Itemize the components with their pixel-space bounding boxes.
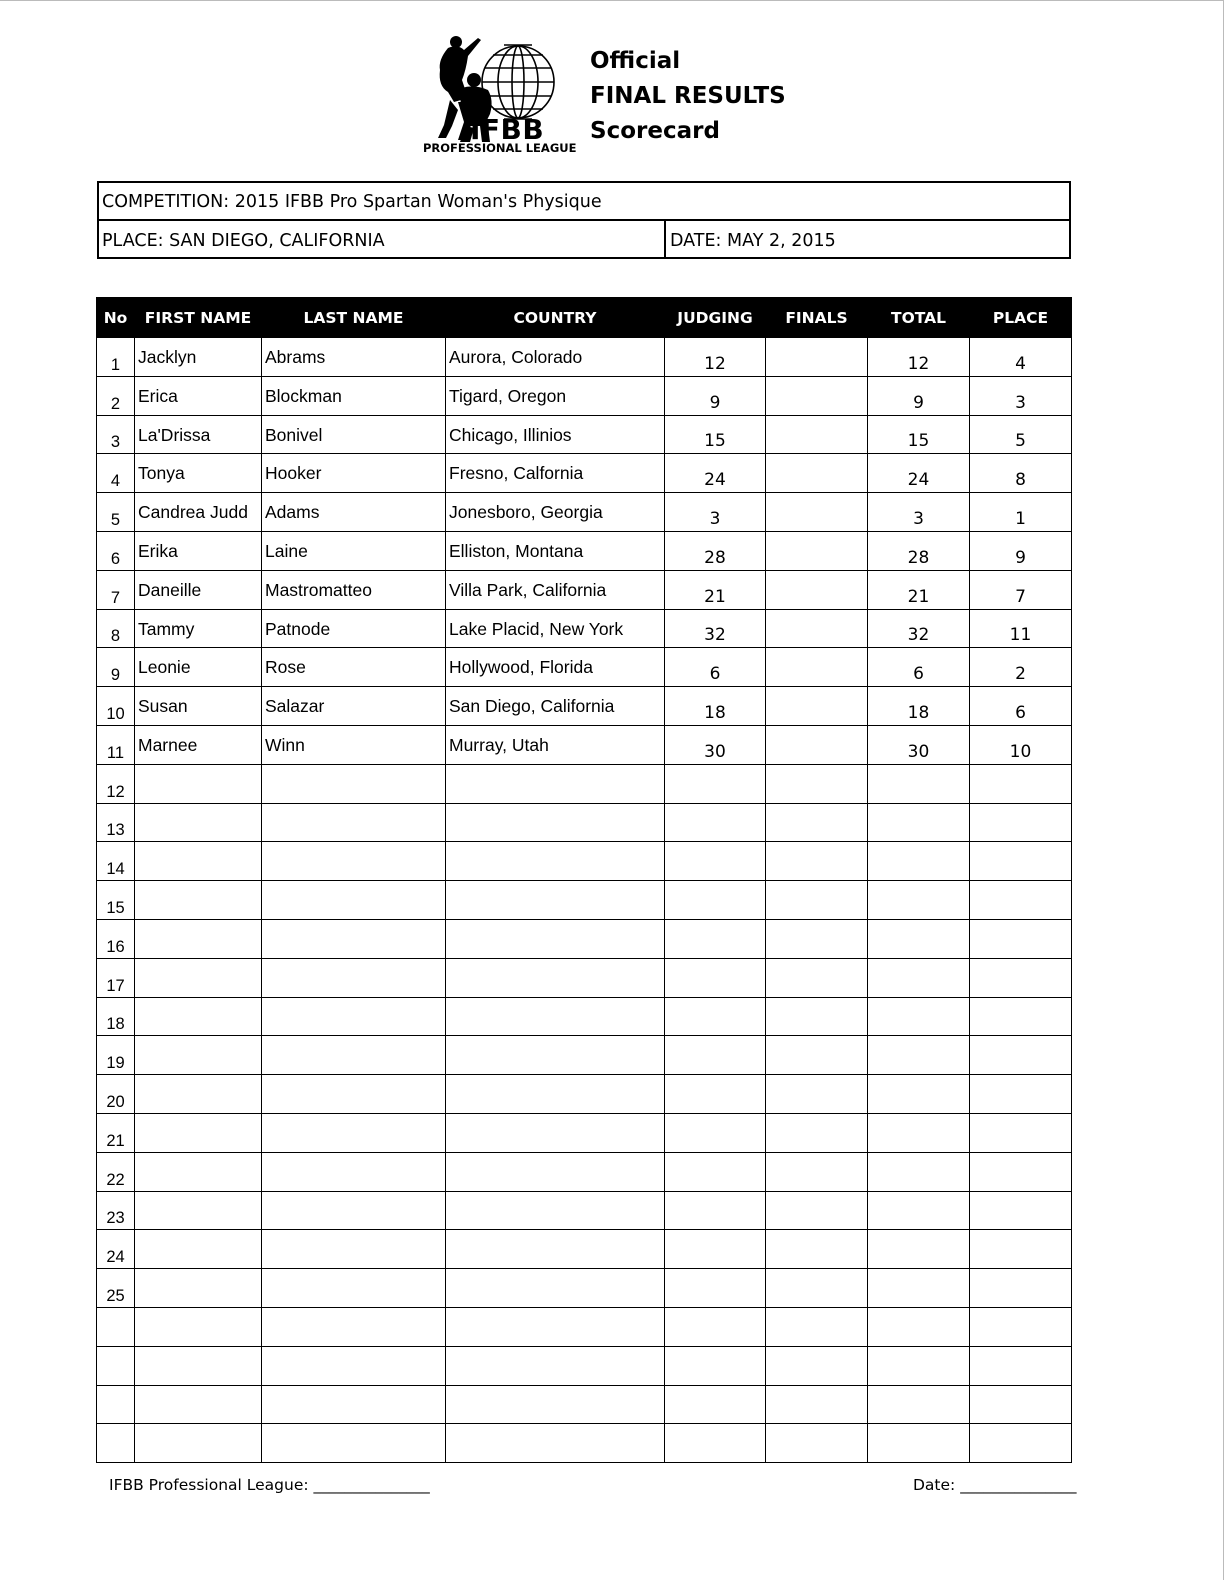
place-cell [970, 1385, 1072, 1424]
place-cell [970, 1075, 1072, 1114]
column-header-judging: JUDGING [665, 298, 766, 338]
table-header-row [97, 298, 1072, 338]
logo-subtext: PROFESSIONAL LEAGUE [423, 141, 577, 155]
country-cell [446, 842, 665, 881]
judging-cell: 32 [665, 609, 766, 648]
column-header-country: COUNTRY [446, 298, 665, 338]
row-number [97, 1424, 135, 1463]
judging-cell [665, 1230, 766, 1269]
judging-cell [665, 1152, 766, 1191]
judging-cell [665, 1075, 766, 1114]
row-number: 17 [97, 958, 135, 997]
row-number: 20 [97, 1075, 135, 1114]
last-name-cell [262, 764, 446, 803]
first-name-cell: Leonie [135, 648, 262, 687]
finals-cell [766, 1113, 868, 1152]
finals-cell [766, 1036, 868, 1075]
column-header-no: No [97, 298, 135, 338]
table-row [97, 764, 1072, 803]
place-cell: 9 [970, 531, 1072, 570]
row-number: 10 [97, 687, 135, 726]
judging-cell [665, 881, 766, 920]
footer-league-signature: IFBB Professional League: _______________ [109, 1476, 430, 1494]
finals-cell [766, 609, 868, 648]
row-number: 16 [97, 919, 135, 958]
last-name-cell: Mastromatteo [262, 570, 446, 609]
row-number: 22 [97, 1152, 135, 1191]
row-number: 9 [97, 648, 135, 687]
total-cell: 12 [868, 338, 970, 377]
table-row [97, 687, 1072, 726]
results-table [96, 297, 1072, 1463]
first-name-cell [135, 842, 262, 881]
judging-cell [665, 1346, 766, 1385]
place-cell: 6 [970, 687, 1072, 726]
first-name-cell: Erica [135, 376, 262, 415]
place-cell: 11 [970, 609, 1072, 648]
row-number: 5 [97, 493, 135, 532]
row-number: 14 [97, 842, 135, 881]
country-cell [446, 1307, 665, 1346]
first-name-cell [135, 1385, 262, 1424]
row-number: 4 [97, 454, 135, 493]
first-name-cell: Tammy [135, 609, 262, 648]
table-row [97, 376, 1072, 415]
total-cell [868, 1346, 970, 1385]
judging-cell [665, 919, 766, 958]
judging-cell [665, 997, 766, 1036]
place-cell [970, 1152, 1072, 1191]
table-row [97, 1191, 1072, 1230]
table-row [97, 1230, 1072, 1269]
column-header-first-name: FIRST NAME [135, 298, 262, 338]
last-name-cell [262, 1075, 446, 1114]
column-header-total: TOTAL [868, 298, 970, 338]
first-name-cell [135, 1424, 262, 1463]
total-cell [868, 1113, 970, 1152]
first-name-cell [135, 1307, 262, 1346]
competition-name: COMPETITION: 2015 IFBB Pro Spartan Woman's Physique [102, 192, 602, 212]
first-name-cell: Erika [135, 531, 262, 570]
last-name-cell [262, 1424, 446, 1463]
country-cell: Villa Park, California [446, 570, 665, 609]
finals-cell [766, 997, 868, 1036]
logo-text: IFBB [470, 113, 545, 146]
row-number [97, 1307, 135, 1346]
place-cell: 7 [970, 570, 1072, 609]
first-name-cell [135, 1346, 262, 1385]
last-name-cell [262, 958, 446, 997]
place-cell [970, 1424, 1072, 1463]
last-name-cell [262, 1230, 446, 1269]
finals-cell [766, 570, 868, 609]
table-row [97, 1346, 1072, 1385]
first-name-cell: Jacklyn [135, 338, 262, 377]
finals-cell [766, 764, 868, 803]
last-name-cell [262, 881, 446, 920]
judging-cell: 24 [665, 454, 766, 493]
row-number: 12 [97, 764, 135, 803]
place-cell: 8 [970, 454, 1072, 493]
row-number: 6 [97, 531, 135, 570]
last-name-cell: Abrams [262, 338, 446, 377]
table-row [97, 958, 1072, 997]
row-number [97, 1346, 135, 1385]
competition-row [99, 183, 1069, 221]
total-cell [868, 1075, 970, 1114]
finals-cell [766, 338, 868, 377]
total-cell [868, 1191, 970, 1230]
total-cell: 32 [868, 609, 970, 648]
total-cell: 15 [868, 415, 970, 454]
judging-cell: 12 [665, 338, 766, 377]
place-cell [970, 1346, 1072, 1385]
first-name-cell [135, 958, 262, 997]
last-name-cell: Laine [262, 531, 446, 570]
finals-cell [766, 1191, 868, 1230]
page-title [590, 44, 786, 149]
last-name-cell [262, 1269, 446, 1308]
judging-cell [665, 1191, 766, 1230]
total-cell: 24 [868, 454, 970, 493]
judging-cell [665, 842, 766, 881]
first-name-cell: Susan [135, 687, 262, 726]
finals-cell [766, 454, 868, 493]
total-cell [868, 958, 970, 997]
country-cell [446, 1230, 665, 1269]
total-cell: 21 [868, 570, 970, 609]
total-cell [868, 1385, 970, 1424]
judging-cell [665, 1424, 766, 1463]
table-row [97, 997, 1072, 1036]
judging-cell: 6 [665, 648, 766, 687]
last-name-cell [262, 842, 446, 881]
place-cell: 4 [970, 338, 1072, 377]
table-row [97, 648, 1072, 687]
row-number: 18 [97, 997, 135, 1036]
last-name-cell: Patnode [262, 609, 446, 648]
place-cell [970, 997, 1072, 1036]
total-cell: 6 [868, 648, 970, 687]
row-number: 3 [97, 415, 135, 454]
table-row [97, 570, 1072, 609]
finals-cell [766, 803, 868, 842]
table-row [97, 493, 1072, 532]
place-cell [970, 1307, 1072, 1346]
row-number: 1 [97, 338, 135, 377]
row-number [97, 1385, 135, 1424]
place-cell: 3 [970, 376, 1072, 415]
first-name-cell: Candrea Judd [135, 493, 262, 532]
first-name-cell [135, 997, 262, 1036]
judging-cell [665, 1113, 766, 1152]
place-cell: 1 [970, 493, 1072, 532]
last-name-cell: Bonivel [262, 415, 446, 454]
table-row [97, 1113, 1072, 1152]
table-row [97, 725, 1072, 764]
table-row [97, 415, 1072, 454]
total-cell: 30 [868, 725, 970, 764]
finals-cell [766, 687, 868, 726]
row-number: 19 [97, 1036, 135, 1075]
country-cell: Chicago, Illinios [446, 415, 665, 454]
first-name-cell [135, 803, 262, 842]
row-number: 25 [97, 1269, 135, 1308]
judging-cell [665, 1307, 766, 1346]
total-cell [868, 842, 970, 881]
last-name-cell: Adams [262, 493, 446, 532]
place-cell [970, 842, 1072, 881]
first-name-cell [135, 1230, 262, 1269]
place-cell [970, 1191, 1072, 1230]
country-cell [446, 1191, 665, 1230]
place-cell: 10 [970, 725, 1072, 764]
judging-cell: 30 [665, 725, 766, 764]
total-cell: 18 [868, 687, 970, 726]
total-cell: 28 [868, 531, 970, 570]
first-name-cell: Marnee [135, 725, 262, 764]
judging-cell [665, 803, 766, 842]
table-row [97, 1269, 1072, 1308]
total-cell [868, 1152, 970, 1191]
table-row [97, 1152, 1072, 1191]
place-cell [970, 1269, 1072, 1308]
country-cell [446, 1152, 665, 1191]
title-line-1: Official [590, 48, 681, 74]
first-name-cell [135, 764, 262, 803]
total-cell: 9 [868, 376, 970, 415]
country-cell [446, 958, 665, 997]
first-name-cell: Daneille [135, 570, 262, 609]
place-cell: 2 [970, 648, 1072, 687]
row-number: 23 [97, 1191, 135, 1230]
country-cell: Jonesboro, Georgia [446, 493, 665, 532]
first-name-cell: La'Drissa [135, 415, 262, 454]
total-cell [868, 1307, 970, 1346]
last-name-cell: Rose [262, 648, 446, 687]
finals-cell [766, 1424, 868, 1463]
country-cell [446, 997, 665, 1036]
table-row [97, 803, 1072, 842]
place-cell [970, 803, 1072, 842]
country-cell [446, 1346, 665, 1385]
judging-cell: 18 [665, 687, 766, 726]
first-name-cell [135, 1113, 262, 1152]
table-row [97, 454, 1072, 493]
table-row [97, 881, 1072, 920]
place-cell [970, 1036, 1072, 1075]
judging-cell [665, 958, 766, 997]
country-cell [446, 803, 665, 842]
row-number: 7 [97, 570, 135, 609]
last-name-cell [262, 1036, 446, 1075]
last-name-cell: Winn [262, 725, 446, 764]
finals-cell [766, 1230, 868, 1269]
judging-cell: 15 [665, 415, 766, 454]
table-row [97, 1424, 1072, 1463]
last-name-cell [262, 1152, 446, 1191]
total-cell: 3 [868, 493, 970, 532]
competition-date: DATE: MAY 2, 2015 [670, 231, 836, 251]
table-row [97, 1075, 1072, 1114]
country-cell: Aurora, Colorado [446, 338, 665, 377]
total-cell [868, 1424, 970, 1463]
finals-cell [766, 1075, 868, 1114]
last-name-cell: Salazar [262, 687, 446, 726]
country-cell [446, 1424, 665, 1463]
finals-cell [766, 842, 868, 881]
country-cell: Hollywood, Florida [446, 648, 665, 687]
place-cell: 5 [970, 415, 1072, 454]
country-cell: Tigard, Oregon [446, 376, 665, 415]
last-name-cell [262, 1385, 446, 1424]
total-cell [868, 803, 970, 842]
country-cell: Lake Placid, New York [446, 609, 665, 648]
last-name-cell [262, 803, 446, 842]
table-row [97, 1385, 1072, 1424]
column-header-place: PLACE [970, 298, 1072, 338]
total-cell [868, 1230, 970, 1269]
finals-cell [766, 493, 868, 532]
judging-cell [665, 1385, 766, 1424]
row-number: 8 [97, 609, 135, 648]
judging-cell [665, 1036, 766, 1075]
competition-info-box [97, 181, 1071, 259]
total-cell [868, 919, 970, 958]
finals-cell [766, 1307, 868, 1346]
table-row [97, 609, 1072, 648]
country-cell [446, 919, 665, 958]
table-row [97, 1036, 1072, 1075]
total-cell [868, 881, 970, 920]
info-divider [664, 221, 666, 259]
finals-cell [766, 881, 868, 920]
last-name-cell [262, 1307, 446, 1346]
row-number: 24 [97, 1230, 135, 1269]
finals-cell [766, 648, 868, 687]
first-name-cell: Tonya [135, 454, 262, 493]
place-cell [970, 1113, 1072, 1152]
country-cell [446, 764, 665, 803]
first-name-cell [135, 1075, 262, 1114]
last-name-cell [262, 1113, 446, 1152]
judging-cell: 3 [665, 493, 766, 532]
finals-cell [766, 958, 868, 997]
total-cell [868, 764, 970, 803]
place-cell [970, 1230, 1072, 1269]
finals-cell [766, 725, 868, 764]
place-cell [970, 958, 1072, 997]
country-cell [446, 1385, 665, 1424]
column-header-last-name: LAST NAME [262, 298, 446, 338]
title-line-3: Scorecard [590, 118, 720, 144]
place-cell [970, 764, 1072, 803]
last-name-cell [262, 919, 446, 958]
judging-cell: 9 [665, 376, 766, 415]
finals-cell [766, 1152, 868, 1191]
title-line-2: FINAL RESULTS [590, 83, 786, 109]
judging-cell: 28 [665, 531, 766, 570]
competition-place: PLACE: SAN DIEGO, CALIFORNIA [102, 231, 385, 251]
country-cell: Elliston, Montana [446, 531, 665, 570]
country-cell [446, 1113, 665, 1152]
finals-cell [766, 919, 868, 958]
table-row [97, 531, 1072, 570]
judging-cell [665, 764, 766, 803]
country-cell: Murray, Utah [446, 725, 665, 764]
row-number: 2 [97, 376, 135, 415]
row-number: 15 [97, 881, 135, 920]
judging-cell: 21 [665, 570, 766, 609]
country-cell [446, 881, 665, 920]
country-cell: Fresno, Calfornia [446, 454, 665, 493]
row-number: 21 [97, 1113, 135, 1152]
column-header-finals: FINALS [766, 298, 868, 338]
country-cell [446, 1036, 665, 1075]
finals-cell [766, 1385, 868, 1424]
table-row [97, 842, 1072, 881]
last-name-cell [262, 997, 446, 1036]
last-name-cell: Hooker [262, 454, 446, 493]
finals-cell [766, 1269, 868, 1308]
first-name-cell [135, 1191, 262, 1230]
first-name-cell [135, 1152, 262, 1191]
finals-cell [766, 376, 868, 415]
place-cell [970, 919, 1072, 958]
first-name-cell [135, 1036, 262, 1075]
row-number: 11 [97, 725, 135, 764]
country-cell [446, 1269, 665, 1308]
last-name-cell [262, 1346, 446, 1385]
finals-cell [766, 531, 868, 570]
total-cell [868, 997, 970, 1036]
total-cell [868, 1269, 970, 1308]
total-cell [868, 1036, 970, 1075]
table-row [97, 1307, 1072, 1346]
first-name-cell [135, 919, 262, 958]
table-row [97, 338, 1072, 377]
first-name-cell [135, 1269, 262, 1308]
judging-cell [665, 1269, 766, 1308]
country-cell [446, 1075, 665, 1114]
results-body [97, 338, 1072, 1463]
row-number: 13 [97, 803, 135, 842]
last-name-cell: Blockman [262, 376, 446, 415]
place-cell [970, 881, 1072, 920]
finals-cell [766, 415, 868, 454]
first-name-cell [135, 881, 262, 920]
country-cell: San Diego, California [446, 687, 665, 726]
footer-date: Date: _______________ [913, 1476, 1077, 1494]
finals-cell [766, 1346, 868, 1385]
last-name-cell [262, 1191, 446, 1230]
table-row [97, 919, 1072, 958]
